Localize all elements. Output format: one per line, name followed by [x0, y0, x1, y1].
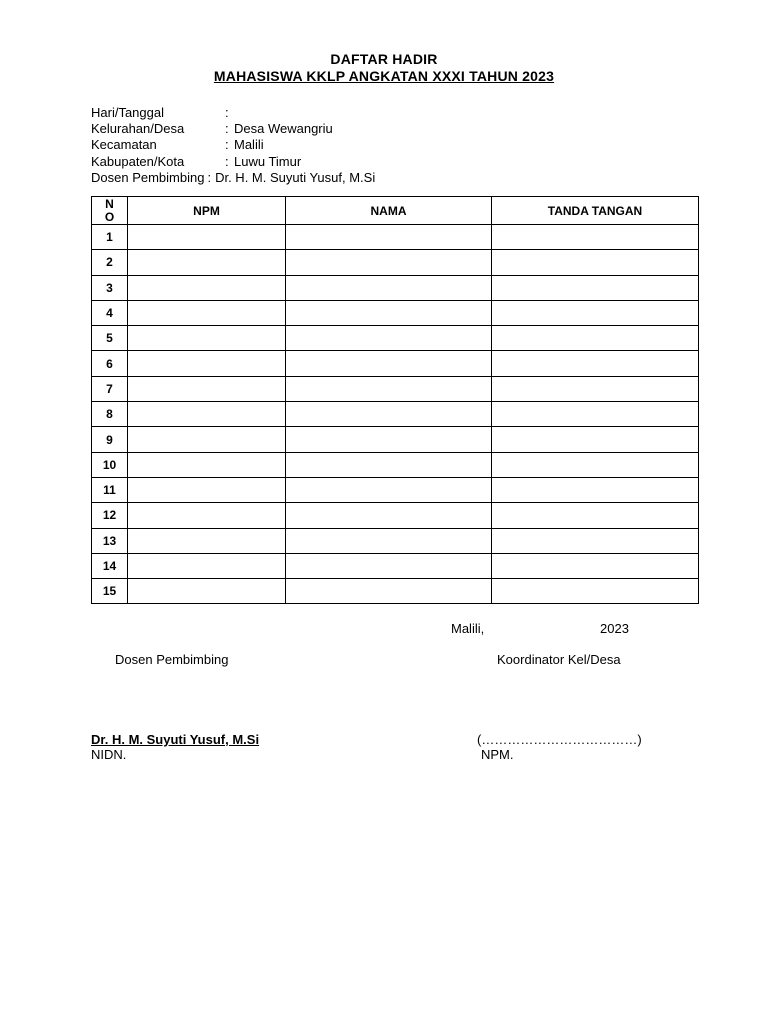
tanda-tangan-cell — [492, 351, 699, 376]
npm-cell — [128, 528, 286, 553]
attendance-table — [91, 196, 699, 604]
left-signer-id: NIDN. — [91, 747, 127, 762]
nama-cell — [286, 579, 492, 604]
row-number: 3 — [92, 275, 128, 300]
row-number: 5 — [92, 326, 128, 351]
row-number: 14 — [92, 553, 128, 578]
table-row — [92, 326, 699, 351]
info-label: Kecamatan — [91, 137, 157, 153]
npm-cell — [128, 351, 286, 376]
info-separator: : — [207, 169, 212, 185]
table-row — [92, 300, 699, 325]
tanda-tangan-cell — [492, 376, 699, 401]
document-title: DAFTAR HADIR — [330, 51, 438, 67]
nama-cell — [286, 275, 492, 300]
right-signer-role: Koordinator Kel/Desa — [497, 652, 621, 667]
left-signer-name: Dr. H. M. Suyuti Yusuf, M.Si — [91, 732, 260, 747]
info-label: Kabupaten/Kota — [91, 153, 185, 169]
info-label: Kelurahan/Desa — [91, 121, 185, 137]
table-row — [92, 427, 699, 452]
table-row — [92, 553, 699, 578]
npm-cell — [128, 376, 286, 401]
tanda-tangan-cell — [492, 326, 699, 351]
npm-cell — [128, 250, 286, 275]
nama-cell — [286, 402, 492, 427]
npm-cell — [128, 427, 286, 452]
tanda-tangan-cell — [492, 579, 699, 604]
column-header-nama: NAMA — [286, 197, 492, 225]
table-row — [92, 275, 699, 300]
tanda-tangan-cell — [492, 503, 699, 528]
nama-cell — [286, 351, 492, 376]
info-separator: : — [225, 105, 229, 120]
info-label: Dosen Pembimbing — [91, 169, 205, 185]
table-row — [92, 528, 699, 553]
npm-cell — [128, 452, 286, 477]
table-row — [92, 351, 699, 376]
row-number: 2 — [92, 250, 128, 275]
signature-place: Malili, — [451, 621, 485, 636]
document-subtitle: MAHASISWA KKLP ANGKATAN XXXI TAHUN 2023 — [213, 68, 555, 84]
nama-cell — [286, 250, 492, 275]
table-row — [92, 376, 699, 401]
npm-cell — [128, 300, 286, 325]
row-number: 12 — [92, 503, 128, 528]
npm-cell — [128, 326, 286, 351]
info-row-dosen-pembimbing — [91, 170, 375, 186]
tanda-tangan-cell — [492, 250, 699, 275]
row-number: 1 — [92, 225, 128, 250]
tanda-tangan-cell — [492, 477, 699, 502]
nama-cell — [286, 503, 492, 528]
nama-cell — [286, 427, 492, 452]
row-number: 8 — [92, 402, 128, 427]
column-header-npm: NPM — [128, 197, 286, 225]
info-label: Hari/Tanggal — [91, 105, 164, 120]
row-number: 15 — [92, 579, 128, 604]
npm-cell — [128, 477, 286, 502]
nama-cell — [286, 452, 492, 477]
tanda-tangan-cell — [492, 225, 699, 250]
info-row-kelurahan-desa — [91, 121, 375, 137]
table-row — [92, 503, 699, 528]
signature-year: 2023 — [600, 621, 629, 636]
npm-cell — [128, 225, 286, 250]
row-number: 4 — [92, 300, 128, 325]
table-row — [92, 402, 699, 427]
table-row — [92, 225, 699, 250]
info-row-kecamatan — [91, 137, 375, 153]
tanda-tangan-cell — [492, 452, 699, 477]
left-signer-role: Dosen Pembimbing — [115, 652, 229, 667]
info-row-hari-tanggal — [91, 105, 375, 121]
nama-cell — [286, 376, 492, 401]
info-separator: : — [225, 137, 229, 153]
npm-cell — [128, 579, 286, 604]
right-signer-id: NPM. — [481, 747, 514, 762]
column-header-no: N O — [92, 197, 128, 225]
table-row — [92, 477, 699, 502]
npm-cell — [128, 402, 286, 427]
nama-cell — [286, 225, 492, 250]
table-row — [92, 250, 699, 275]
npm-cell — [128, 503, 286, 528]
row-number: 7 — [92, 376, 128, 401]
tanda-tangan-cell — [492, 300, 699, 325]
table-row — [92, 579, 699, 604]
info-separator: : — [225, 121, 229, 137]
nama-cell — [286, 553, 492, 578]
row-number: 10 — [92, 452, 128, 477]
info-value: Dr. H. M. Suyuti Yusuf, M.Si — [215, 169, 376, 185]
tanda-tangan-cell — [492, 553, 699, 578]
nama-cell — [286, 528, 492, 553]
tanda-tangan-cell — [492, 528, 699, 553]
info-separator: : — [225, 153, 229, 169]
nama-cell — [286, 300, 492, 325]
info-value: Luwu Timur — [234, 153, 302, 169]
tanda-tangan-cell — [492, 402, 699, 427]
row-number: 9 — [92, 427, 128, 452]
info-row-kabupaten-kota — [91, 154, 375, 170]
row-number: 11 — [92, 477, 128, 502]
npm-cell — [128, 553, 286, 578]
table-header-row — [92, 197, 699, 225]
right-signer-name-placeholder: (………………………………) — [477, 732, 642, 747]
info-block — [91, 105, 375, 186]
tanda-tangan-cell — [492, 427, 699, 452]
npm-cell — [128, 275, 286, 300]
info-value: Malili — [234, 137, 264, 153]
tanda-tangan-cell — [492, 275, 699, 300]
row-number: 6 — [92, 351, 128, 376]
nama-cell — [286, 477, 492, 502]
column-header-tanda-tangan: TANDA TANGAN — [492, 197, 699, 225]
table-row — [92, 452, 699, 477]
nama-cell — [286, 326, 492, 351]
info-value: Desa Wewangriu — [234, 121, 333, 137]
row-number: 13 — [92, 528, 128, 553]
